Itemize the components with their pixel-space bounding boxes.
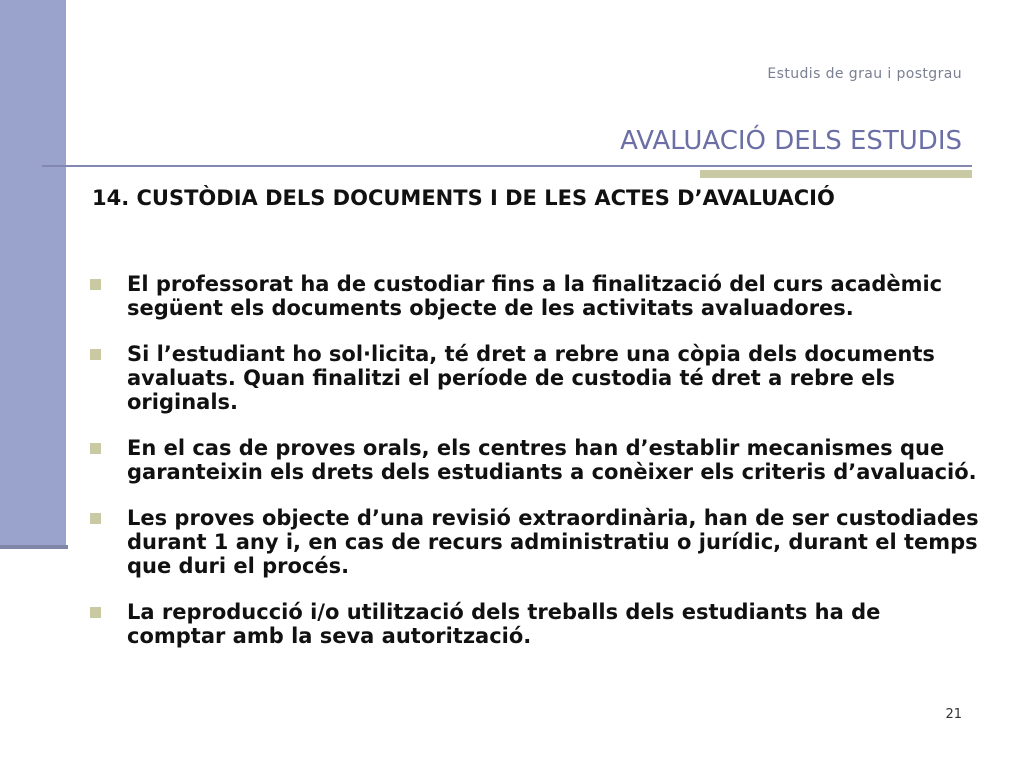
bullet-text: El professorat ha de custodiar fins a la finalització del curs acadèmic següent els documents objecte de les activitats avaluadores. <box>127 272 943 320</box>
square-bullet-icon <box>90 279 101 290</box>
bullet-list <box>90 272 985 670</box>
page-number: 21 <box>945 707 962 722</box>
square-bullet-icon <box>90 349 101 360</box>
left-sidebar-decoration <box>0 0 66 545</box>
square-bullet-icon <box>90 443 101 454</box>
list-item <box>90 506 985 578</box>
list-item <box>90 600 985 648</box>
slide-title: AVALUACIÓ DELS ESTUDIS <box>620 126 962 156</box>
square-bullet-icon <box>90 607 101 618</box>
slide-subtitle: Estudis de grau i postgrau <box>767 66 962 82</box>
bullet-text: Si l’estudiant ho sol·licita, té dret a rebre una còpia dels documents avaluats. Quan finalitzi el període de custodia té dret a rebre els originals. <box>127 342 935 414</box>
list-item <box>90 272 985 320</box>
title-divider <box>42 165 972 167</box>
square-bullet-icon <box>90 513 101 524</box>
list-item <box>90 436 985 484</box>
bullet-text: En el cas de proves orals, els centres han d’establir mecanismes que garanteixin els drets dels estudiants a conèixer els criteris d’avaluació. <box>127 436 977 484</box>
section-heading: 14. CUSTÒDIA DELS DOCUMENTS I DE LES ACTES D’AVALUACIÓ <box>92 186 835 210</box>
sidebar-shadow <box>0 545 68 549</box>
bullet-text: La reproducció i/o utilització dels treballs dels estudiants ha de comptar amb la seva autorització. <box>127 600 881 648</box>
bullet-text: Les proves objecte d’una revisió extraordinària, han de ser custodiades durant 1 any i, en cas de recurs administratiu o jurídic, durant el temps que duri el procés. <box>127 506 979 578</box>
accent-bar <box>700 170 972 178</box>
list-item <box>90 342 985 414</box>
